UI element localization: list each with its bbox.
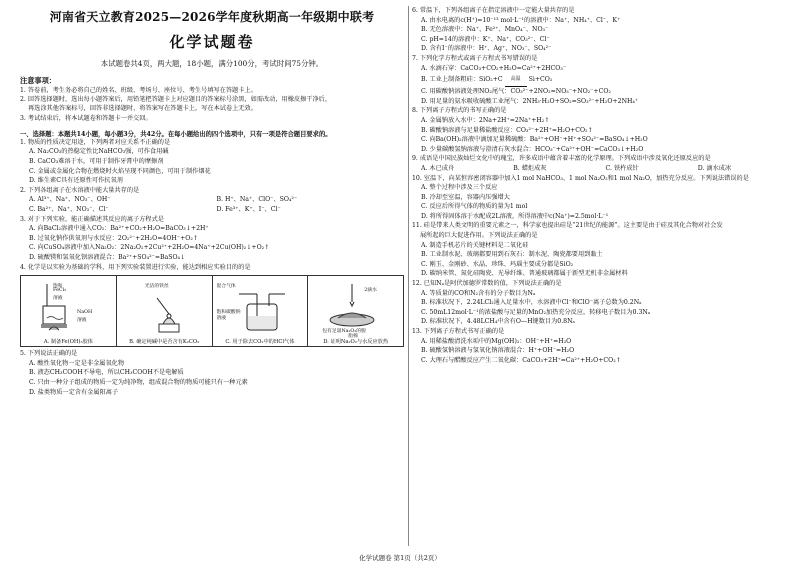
question-stem: 2. 下列各组离子在水溶液中能大量共存的是 — [20, 186, 140, 194]
arrow-line — [505, 86, 527, 87]
question-8 — [412, 106, 790, 154]
fig-label: NaOH — [77, 310, 93, 316]
question-10 — [412, 174, 790, 222]
question-7 — [412, 54, 790, 106]
option-c: C. 大理石与醋酸反应产生二氧化碳：CaCO₃+2H⁺=Ca²⁺+H₂O+CO₂↑ — [421, 356, 621, 364]
apparatus-figures — [20, 275, 404, 347]
option-a: A. 水滴石穿：CaCO₃+CO₂+H₂O=Ca²⁺+2HCO₃⁻ — [421, 64, 567, 72]
left-column — [20, 6, 404, 397]
option-a: A. 木已成舟 — [421, 164, 455, 172]
option-c: C. 向Ba(OH)₂溶液中滴加足量稀硫酸：Ba²⁺+OH⁻+H⁺+SO₄²⁻=BaSO₄↓+H₂O — [421, 136, 648, 144]
note-item: 2. 回答选择题时，选出每小题答案后，用铅笔把答题卡上对应题目的答案标号涂黑，如需改动，用橡皮擦干净后， — [20, 96, 332, 104]
option-a: A. 整个过程中涉及三个反应 — [421, 184, 498, 192]
column-divider — [408, 6, 409, 546]
option-c: C. 铁杵成针 — [605, 164, 639, 172]
figure-a — [21, 276, 117, 346]
option-c: C. pH=14的溶液中：K⁺、Na⁺、CO₃²⁻、Cl⁻ — [421, 35, 550, 43]
fig-label: 包有足量Na₂O₂的脱 — [322, 329, 366, 335]
question-11 — [412, 221, 790, 279]
fig-label: 饱和碳酸钠 — [216, 310, 241, 316]
fig-label: 2滴水 — [364, 288, 377, 294]
reaction-condition: 高温 — [510, 76, 521, 83]
option-c: C. 50mL12mol·L⁻¹的浓盐酸与足量的MnO₂加热充分反应，转移电子数目为0.3Nₐ — [421, 308, 651, 316]
figure-caption: C. 用于除去CO₂中的HCl气体 — [225, 339, 295, 346]
option-b: B. H⁺、Na⁺、ClO⁻、SO₄²⁻ — [216, 196, 298, 204]
question-6 — [412, 6, 790, 54]
page-footer: 化学试题卷 第1页（共2页） — [359, 554, 441, 562]
option-b-reactants: B. 工业上制备粗硅：SiO₂+C — [421, 76, 503, 84]
figure-caption: A. 制备Fe(OH)₃胶体 — [43, 339, 93, 346]
option-b-products: Si+CO₂ — [528, 76, 553, 84]
option-a: A. Na₂CO₃的热稳定性比NaHCO₃强，可作食用碱 — [29, 148, 169, 156]
question-9 — [412, 154, 790, 173]
option-c: C. 反应后所得气体的物质的量为1 mol — [421, 203, 528, 211]
question-stem-cont: 展所起的巨大促进作用。下列说法正确的是 — [420, 232, 538, 240]
option-d: D. 含有I⁻的溶液中：H⁺、Ag⁺、NO₃⁻、SO₄²⁻ — [421, 45, 552, 53]
option-row — [20, 195, 404, 205]
question-stem: 1. 物质的性质决定用途，下列两者对应关系不正确的是 — [20, 138, 171, 146]
option-b: B. 无色溶液中：Na⁺、Fe²⁺、MnO₄⁻、NO₃⁻ — [421, 26, 549, 34]
option-a: A. Al³⁺、Na⁺、NO₃⁻、OH⁻ — [29, 196, 111, 204]
question-12 — [412, 279, 790, 327]
option-row — [412, 164, 790, 174]
option-b: B. 蜡炬成灰 — [513, 164, 547, 172]
subject-title: 化学试题卷 — [169, 33, 255, 51]
option-b: B. CaCO₃难溶于水，可用于制作牙膏中的摩擦剂 — [29, 158, 164, 165]
question-stem: 5. 下列说法正确的是 — [20, 350, 78, 358]
option-d: D. 将所得固体溶于水配成2L溶液，所得溶液中c(Na⁺)=2.5mol·L⁻¹ — [421, 212, 609, 220]
note-item: 再选涂其他答案标号，回答非选择题时，将答案写在答题卡上，写在本试卷上无效。 — [28, 105, 257, 113]
question-stem: 7. 下列化学方程式或离子方程式书写错误的是 — [412, 54, 538, 62]
reaction-arrow — [505, 76, 527, 87]
note-item: 3. 考试结束后，将本试题卷和答题卡一并交回。 — [20, 114, 152, 122]
option-a: A. 向BaCl₂溶液中通入CO₂：Ba²⁺+CO₂+H₂O=BaCO₃↓+2H⁺ — [29, 225, 209, 233]
option-b: B. 硫酸氢钠溶液与氢氧化钠溶液混合：H⁺+OH⁻=H₂O — [421, 347, 575, 355]
fig-label: 溶液 — [53, 296, 63, 302]
option-d: D. 滴水成冰 — [697, 164, 732, 172]
right-column — [412, 6, 790, 365]
question-1 — [20, 138, 404, 186]
option-a: A. 酸性氧化物一定是非金属氧化物 — [29, 359, 125, 367]
figure-caption: B. 确定纯碱中是否含有K₂CO₃ — [129, 339, 200, 346]
option-b: B. 标准状况下，2.24LCl₂通入足量水中，水溶液中Cl⁻和ClO⁻离子总数为0.2Nₐ — [421, 299, 642, 307]
option-a: A. 制造手机芯片的关键材料是二氧化硅 — [421, 241, 529, 249]
option-d: D. 用足量的氨水吸收硫酸工业尾气：2NH₃·H₂O+SO₂=SO₃²⁻+H₂O+2NH₄⁺ — [421, 97, 639, 105]
notes-title: 注意事项： — [20, 76, 56, 85]
question-stem: 12. 已知Nₐ是阿伏加德罗常数的值，下列说法正确的是 — [412, 280, 562, 288]
option-b: B. 碳酸钠溶液与足量稀盐酸反应：CO₃²⁻+2H⁺=H₂O+CO₂↑ — [421, 126, 593, 134]
question-stem: 6. 常温下，下列各组离子在指定溶液中一定能大量共存的是 — [412, 7, 575, 14]
option-b: B. 冷却至室温，容器内压强增大 — [421, 193, 510, 201]
option-a: A. 等质量的CO和N₂含有的分子数目为Nₐ — [421, 289, 536, 297]
option-row — [20, 205, 404, 215]
question-3 — [20, 215, 404, 263]
fig-label: 脂棉 — [348, 334, 358, 340]
question-4 — [20, 263, 404, 348]
question-stem: 13. 下列离子方程式书写正确的是 — [412, 328, 505, 335]
option-b: B. 过氧化钠作供氧剂与水反应：2O₂²⁻+2H₂O=4OH⁻+O₂↑ — [29, 234, 199, 242]
option-c: C. 金属或金属化合物在燃烧时火焰呈现不同颜色，可用于制作烟花 — [29, 167, 211, 175]
question-2 — [20, 186, 404, 215]
question-stem: 11. 硅是带来人类文明的重要元素之一，科学家也提出硅是“21世纪的能源”。这主要是由于硅及其化合物对社会发 — [412, 222, 723, 230]
option-a: A. 金属钠放入水中：2Na+2H⁺=2Na⁺+H₂↑ — [421, 116, 550, 124]
option-d: D. 维生素C具有还原性可作抗氧剂 — [29, 177, 123, 185]
question-stem: 9. 成语是中国民族灿烂文化中的瑰宝，许多成语中蕴含着丰富的化学原理。下列成语中涉及氧化还原反应的是 — [412, 155, 711, 163]
option-d: D. 盐类物质一定含有金属阳离子 — [29, 388, 119, 396]
fig-label: FeCl₃ — [53, 288, 67, 294]
figure-b — [117, 276, 213, 346]
question-5 — [20, 349, 404, 397]
option-d: D. 标准状况下，4.48LCH₄中含有O—H键数目为0.8Nₐ — [421, 318, 575, 326]
option-c: C. 只由一种分子组成的物质一定为纯净物，组成混合物的物质可能只有一种元素 — [29, 378, 248, 386]
figure-caption: D. 证明Na₂O₂与水反应放热 — [323, 339, 389, 346]
fig-label: 饱和 — [53, 284, 63, 290]
note-item: 1. 答卷前，考生务必将自己的姓名、班级、考场号、座位号、考生号填写在答题卡上。 — [20, 87, 257, 94]
exam-info: 本试题卷共4页，两大题，18小题，满分100分，考试时间75分钟。 — [100, 59, 324, 68]
option-d: D. Fe³⁺、K⁺、I⁻、Cl⁻ — [216, 205, 281, 213]
option-c: C. 用碳酸钠溶液处理NO₂尾气：CO₃²⁻+2NO₂=NO₃⁻+NO₂⁻+CO₂ — [421, 88, 611, 96]
question-stem: 10. 室温下，向某恒容密闭容器中加入1 mol NaHCO₃、1 mol Na₂O₂和1 mol Na₂O，加热充分反应。下列说法错误的是 — [412, 174, 749, 182]
option-a: A. 用稀盐酸清洗水垢中的Mg(OH)₂：OH⁻+H⁺=H₂O — [421, 337, 572, 345]
option-b: B. 工业制水泥、玻璃都要用到石灰石：制水泥、陶瓷都要用到黏土 — [421, 251, 603, 259]
question-13 — [412, 327, 790, 365]
option-c: C. 向CuSO₄溶液中加入Na₂O₂：2Na₂O₂+2Cu²⁺+2H₂O=4Na⁺+2Cu(OH)₂↓+O₂↑ — [29, 244, 270, 252]
exam-title: 河南省天立教育2025—2026学年度秋期高一年级期中联考 — [49, 10, 375, 24]
question-stem: 3. 对于下列实验，能正确描述其反应的离子方程式是 — [20, 215, 164, 223]
option-b: B. 液态CH₃COOH不导电，所以CH₃COOH不是电解质 — [29, 369, 184, 377]
option-d: D. 碳纳米管、氮化硅陶瓷、光导纤维、普通玻璃都属于新型无机非金属材料 — [421, 270, 628, 278]
question-stem: 8. 下列离子方程式的书写正确的是 — [412, 107, 507, 115]
figure-d — [308, 276, 403, 346]
fig-label: 混合气体 — [216, 284, 236, 290]
question-stem: 4. 化学是以实验为基础的学科，用下列实验装置进行实验，能达到相应实验目的的是 — [20, 263, 251, 271]
option-c: C. Ba²⁺、Na⁺、NO₃⁻、Cl⁻ — [29, 205, 109, 213]
section-title: 一、选择题：本题共14小题，每小题3分，共42分。在每小题给出的四个选项中，只有一项是符合题目要求的。 — [20, 130, 332, 138]
option-d: D. 少量碳酸氢钠溶液与澄清石灰水混合：HCO₃⁻+Ca²⁺+OH⁻=CaCO₃↓+H₂O — [421, 145, 644, 153]
fig-label: 光洁的铁丝 — [144, 284, 169, 290]
option-c: C. 刚玉、金刚砂、水晶、珍珠、玛瑙主要成分都是SiO₂ — [421, 260, 574, 268]
fig-label: 溶液 — [216, 316, 227, 322]
figure-c — [213, 276, 309, 346]
option-a: A. 由水电离的c(H⁺)=10⁻¹³ mol·L⁻¹的溶液中：Na⁺、NH₄⁺、Cl⁻、K⁺ — [421, 16, 621, 24]
option-d: D. 硫酸镁和氢氧化钡溶液混合：Ba²⁺+SO₄²⁻=BaSO₄↓ — [29, 253, 186, 261]
fig-label: 溶液 — [77, 318, 87, 324]
option-b — [412, 73, 790, 87]
